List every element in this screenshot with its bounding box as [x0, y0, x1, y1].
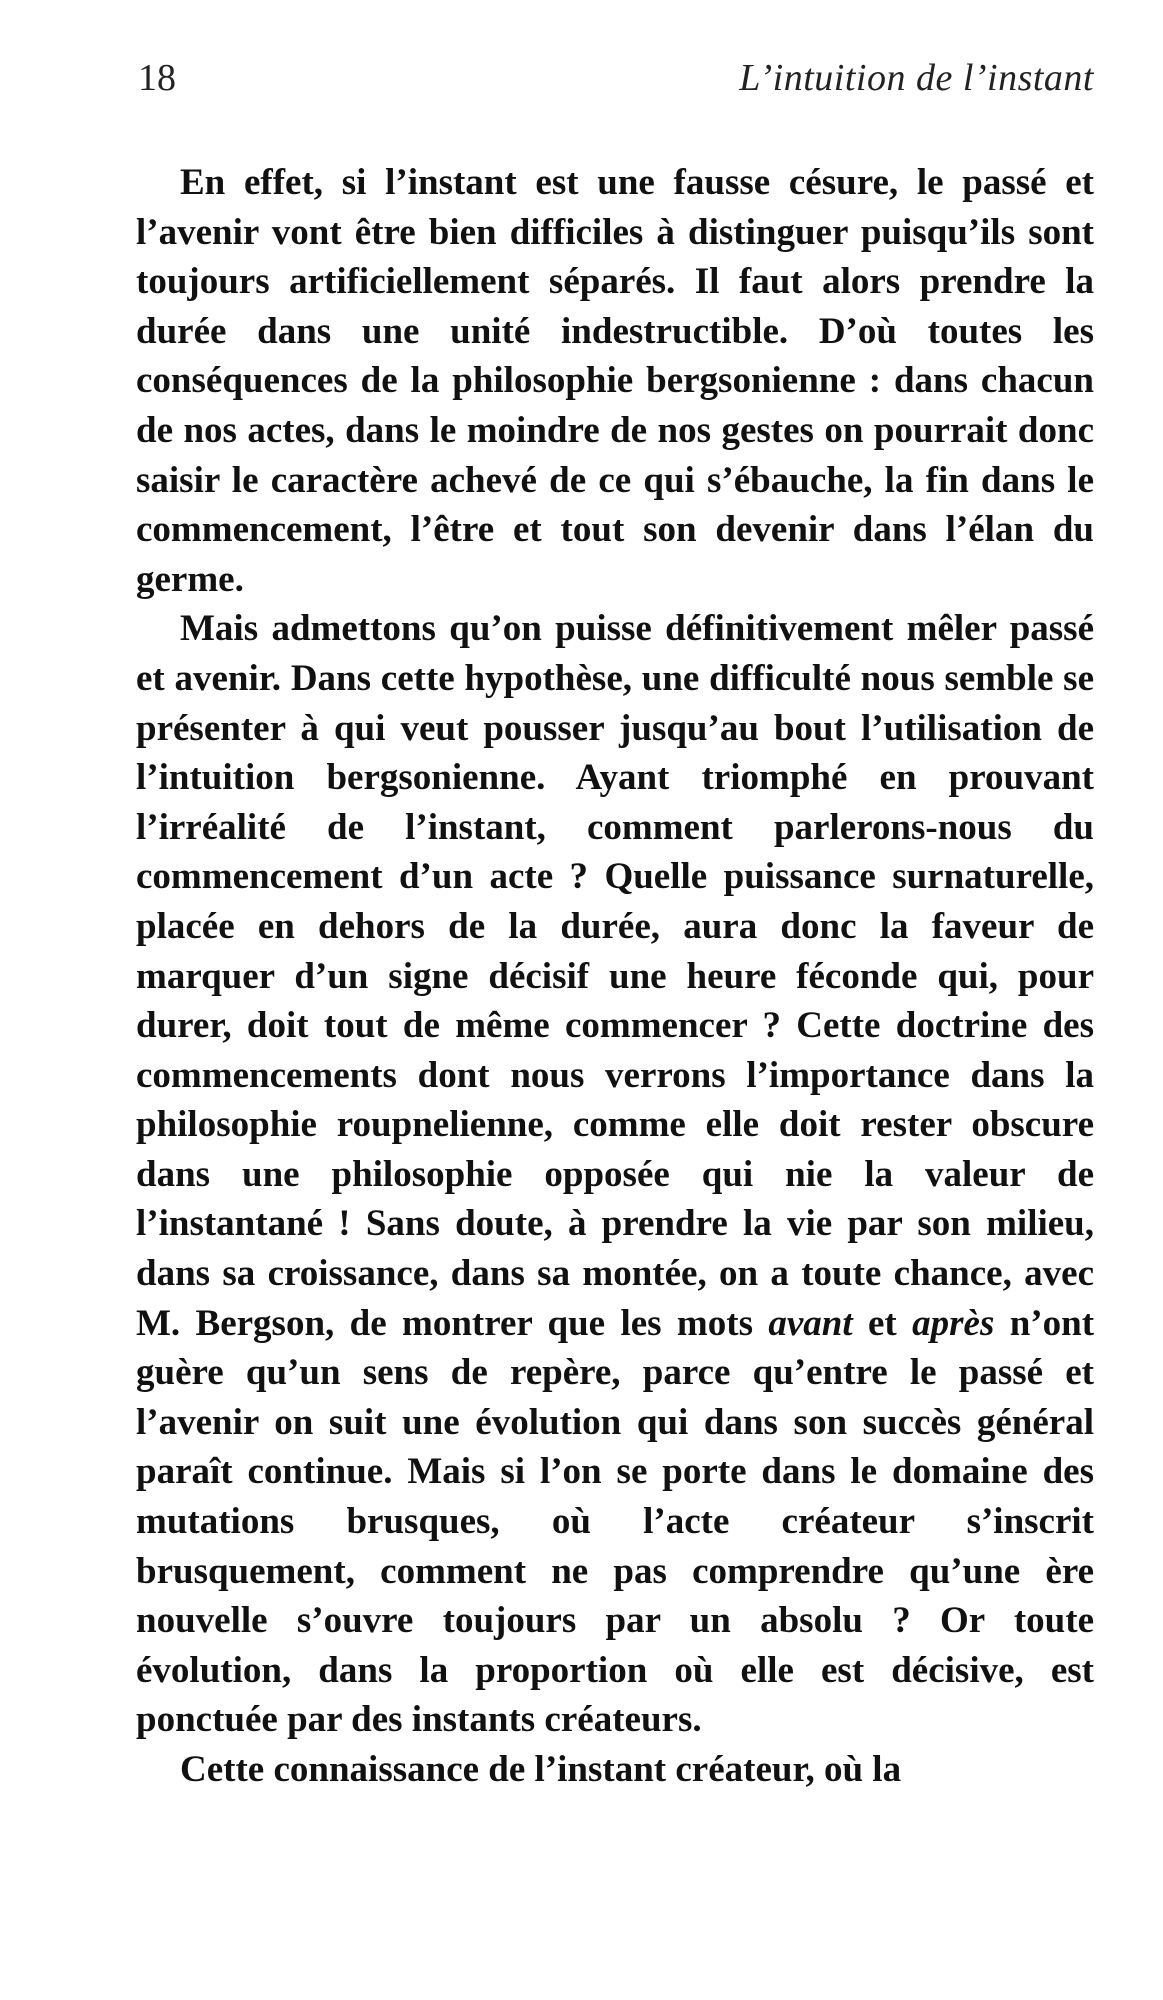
page-number: 18 [138, 57, 176, 99]
paragraph-2-part-3: n’ont guère qu’un sens de repère, parce qu’entre le passé et l’avenir on suit une évolution qui dans son succès général paraît continue. Mais si l’on se porte dans le domaine des mutations brusques, où l’acte créateur s’inscrit brusquement, comment ne pas comprendre qu’une ère nouvelle s’ouvre toujours par un absolu ? Or toute évolution, dans la proportion où elle est décisive, est ponctuée par des instants créateurs. [136, 1302, 1095, 1741]
paragraph-2 [136, 604, 1094, 1745]
italic-word-apres: après [912, 1302, 995, 1344]
body-text [136, 158, 1094, 1795]
paragraph-3: Cette connaissance de l’instant créateur, où la [180, 1749, 902, 1790]
italic-word-avant: avant [768, 1302, 853, 1344]
running-head [138, 56, 1094, 106]
paragraph-2-part-2: et [868, 1302, 897, 1344]
paragraph-1: En effet, si l’instant est une fausse césure, le passé et l’avenir vont être bien difficiles à distinguer puisqu’ils sont toujours artificiellement séparés. Il faut alors prendre la durée dans une unité indestructible. D’où toutes les conséquences de la philosophie bergsonienne : dans chacun de nos actes, dans le moindre de nos gestes on pourrait donc saisir le caractère achevé de ce qui s’ébauche, la fin dans le commencement, l’être et tout son devenir dans l’élan du germe. [136, 162, 1094, 600]
paragraph-2-part-1: Mais admettons qu’on puisse définitivement mêler passé et avenir. Dans cette hypothèse, une difficulté nous semble se présenter à qui veut pousser jusqu’au bout l’utilisation de l’intuition bergsonienne. Ayant triomphé en prouvant l’irréalité de l’instant, comment parlerons-nous du commencement d’un acte ? Quelle puissance surnaturelle, placée en dehors de la durée, aura donc la faveur de marquer d’un signe décisif une heure féconde qui, pour durer, doit tout de même commencer ? Cette doctrine des commencements dont nous verrons l’importance dans la philosophie roupnelienne, comme elle doit rester obscure dans une philosophie opposée qui nie la valeur de l’instantané ! Sans doute, à prendre la vie par son milieu, dans sa croissance, dans sa montée, on a toute chance, avec M. Bergson, de montrer que les mots [136, 608, 1094, 1344]
running-title: L’intuition de l’instant [739, 57, 1094, 99]
